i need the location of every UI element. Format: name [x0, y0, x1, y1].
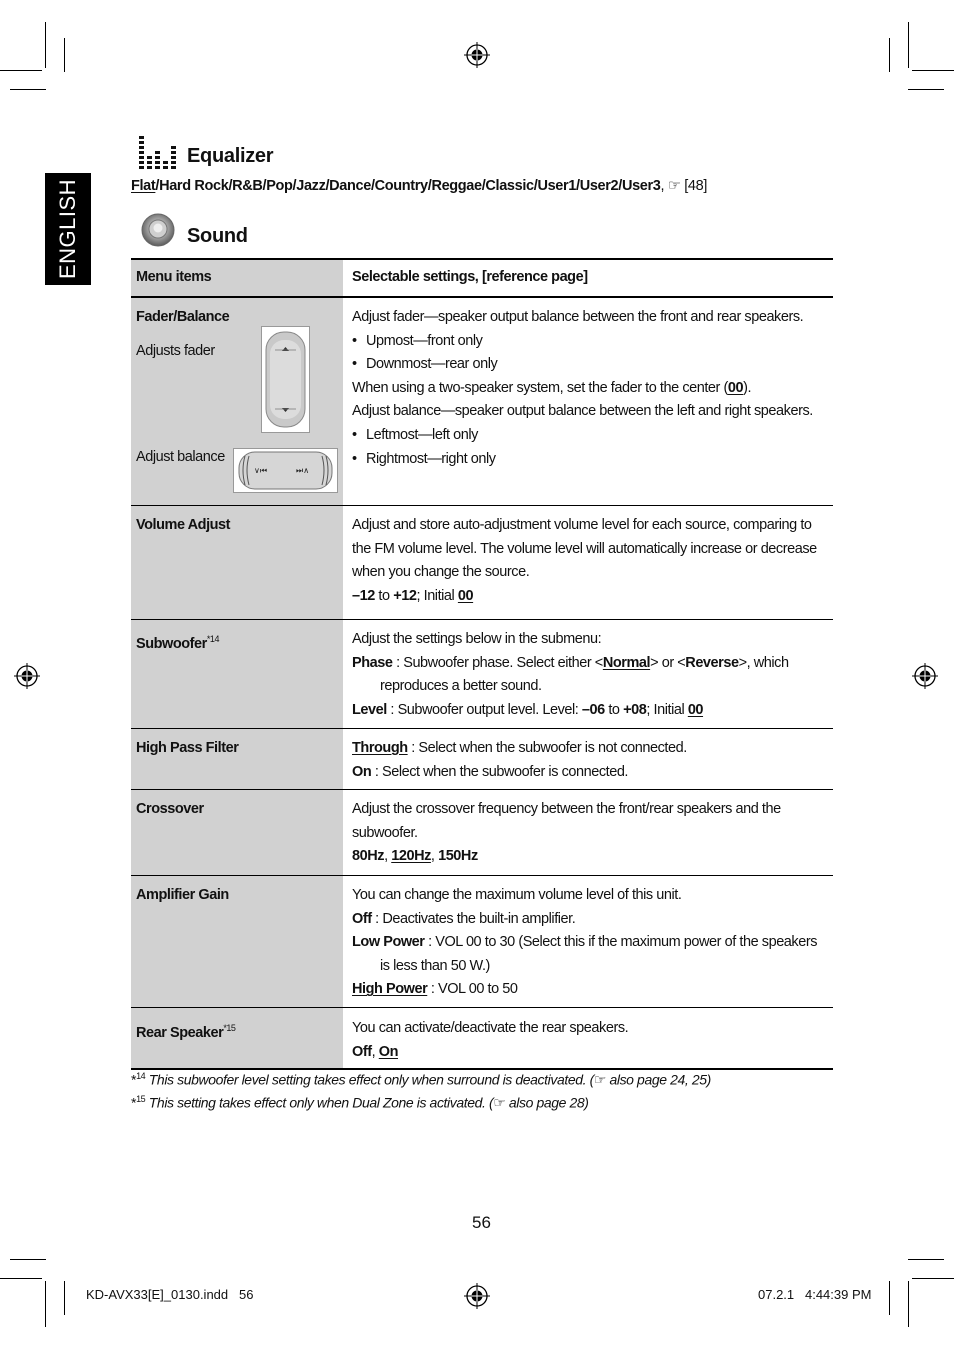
table-row-fader-balance [131, 298, 833, 506]
eq-option: R&B [232, 178, 263, 194]
table-row-crossover [131, 790, 833, 876]
footnote-ref: *15 [223, 1023, 236, 1033]
subwoofer-phase: Phase : Subwoofer phase. Select either <Normal> or <Reverse>, which reproduces a better sound. [352, 654, 789, 695]
volume-range: –12 to +12; Initial 00 [352, 587, 474, 604]
equalizer-options: Flat/Hard Rock/R&B/Pop/Jazz/Dance/Country/Reggae/Classic/User1/User2/User3, ☞ [48] [131, 178, 708, 194]
eq-option: User3 [621, 178, 661, 194]
balance-control-illustration [233, 448, 338, 493]
print-date-info: 07.2.1 4:44:39 PM [758, 1287, 872, 1302]
eq-option: Jazz [296, 178, 326, 194]
adjusts-fader-label: Adjusts fader [136, 342, 215, 359]
fader-control-illustration [261, 326, 310, 433]
eq-option: Classic [485, 178, 534, 194]
hpf-name: High Pass Filter [131, 729, 343, 789]
hpf-through: Through : Select when the subwoofer is not connected. [352, 740, 687, 756]
footnote-15: *$^{15}$ This setting takes effect only when Dual Zone is activated. (☞ also page 28) [131, 1094, 589, 1111]
fader-balance-cell [131, 298, 343, 505]
sound-title: Sound [187, 225, 248, 247]
registration-mark-top [464, 42, 490, 68]
eq-option: User1 [537, 178, 577, 194]
registration-mark-left [14, 663, 40, 689]
fader-balance-name: Fader/Balance [136, 309, 230, 325]
print-file-info: KD-AVX33[E]_0130.indd 56 [86, 1287, 254, 1302]
equalizer-ref: [48] [684, 178, 708, 194]
crossover-desc-line: Adjust the crossover frequency between the front/rear speakers and the [352, 801, 781, 817]
eq-option: Dance [329, 178, 371, 194]
equalizer-title: Equalizer [187, 145, 274, 167]
table-row-high-pass-filter [131, 729, 833, 790]
footnote-ref: *14 [206, 634, 220, 644]
hpf-on: On : Select when the subwoofer is connected. [352, 763, 629, 780]
table-row-amplifier-gain [131, 876, 833, 1008]
footnote-14: *$^{14}$ This subwoofer level setting takes effect only when surround is deactivated. (☞ also page 24, 25) [131, 1071, 711, 1088]
amp-low-power: Low Power : VOL 00 to 30 (Select this if the maximum power of the speakers is less than 50 W.) [352, 934, 818, 974]
svg-text:∨⏮: ∨⏮ [254, 466, 268, 475]
balance-option-rightmost: • Rightmost—right only [352, 448, 825, 472]
balance-desc: Adjust balance—speaker output balance between the left and right speakers. [352, 403, 813, 420]
rear-desc: You can activate/deactivate the rear speakers. [352, 1020, 629, 1036]
volume-adjust-name: Volume Adjust [131, 506, 343, 619]
eq-option: Country [374, 178, 428, 194]
eq-option: User2 [579, 178, 619, 194]
rear-speaker-settings [343, 1008, 833, 1068]
eq-option-flat: Flat [131, 178, 156, 194]
table-header-row [131, 258, 833, 298]
sound-settings-table [131, 258, 833, 1070]
fader-option-downmost: • Downmost—rear only [352, 353, 825, 377]
amplifier-gain-name: Amplifier Gain [131, 876, 343, 1007]
fader-balance-settings [343, 298, 833, 505]
volume-desc-line: when you change the source. [352, 564, 530, 581]
fader-center-note: When using a two-speaker system, set the fader to the center (00). [352, 379, 752, 396]
col-header-settings: Selectable settings, [reference page] [343, 260, 833, 296]
eq-option: Hard Rock [159, 178, 229, 194]
pointing-hand-icon: ☞ [593, 1071, 606, 1088]
crossover-desc-line: subwoofer. [352, 824, 418, 841]
rear-speaker-name: Rear Speaker [136, 1024, 224, 1041]
fader-desc: Adjust fader—speaker output balance between the front and rear speakers. [352, 309, 804, 325]
speaker-icon [140, 212, 176, 248]
rear-speaker-name-cell [131, 1008, 343, 1068]
rear-options: Off, On [352, 1043, 399, 1060]
amp-desc: You can change the maximum volume level of this unit. [352, 887, 682, 903]
col-header-menu-items: Menu items [131, 260, 343, 296]
registration-mark-bottom [464, 1283, 490, 1309]
crossover-name: Crossover [131, 790, 343, 875]
table-row-subwoofer [131, 620, 833, 729]
crossover-settings [343, 790, 833, 875]
volume-adjust-settings [343, 506, 833, 619]
pointing-hand-icon: ☞ [667, 178, 681, 194]
subwoofer-desc: Adjust the settings below in the submenu: [352, 631, 602, 647]
eq-option: Reggae [431, 178, 482, 194]
amp-off: Off : Deactivates the built-in amplifier. [352, 910, 576, 927]
subwoofer-name-cell [131, 620, 343, 728]
amplifier-gain-settings [343, 876, 833, 1007]
subwoofer-name: Subwoofer [136, 635, 207, 652]
volume-desc-line: the FM volume level. The volume level will automatically increase or decrease [352, 540, 817, 557]
adjust-balance-label: Adjust balance [136, 449, 225, 465]
registration-mark-right [912, 663, 938, 689]
volume-desc-line: Adjust and store auto-adjustment volume level for each source, comparing to [352, 517, 812, 533]
fader-option-upmost: • Upmost—front only [352, 330, 825, 354]
subwoofer-settings [343, 620, 833, 728]
table-row-rear-speaker [131, 1008, 833, 1070]
svg-text:⏭∧: ⏭∧ [296, 466, 310, 475]
hpf-settings [343, 729, 833, 789]
table-row-volume-adjust [131, 506, 833, 620]
balance-option-leftmost: • Leftmost—left only [352, 424, 825, 448]
eq-option: Pop [266, 178, 293, 194]
subwoofer-level: Level : Subwoofer output level. Level: –06 to +08; Initial 00 [352, 701, 704, 718]
equalizer-icon [139, 136, 177, 170]
crossover-options: 80Hz, 120Hz, 150Hz [352, 848, 478, 865]
language-side-tab [45, 173, 91, 285]
language-label: ENGLISH [55, 178, 80, 280]
pointing-hand-icon: ☞ [493, 1094, 506, 1111]
amp-high-power: High Power : VOL 00 to 50 [352, 981, 518, 998]
page-number: 56 [472, 1213, 491, 1232]
